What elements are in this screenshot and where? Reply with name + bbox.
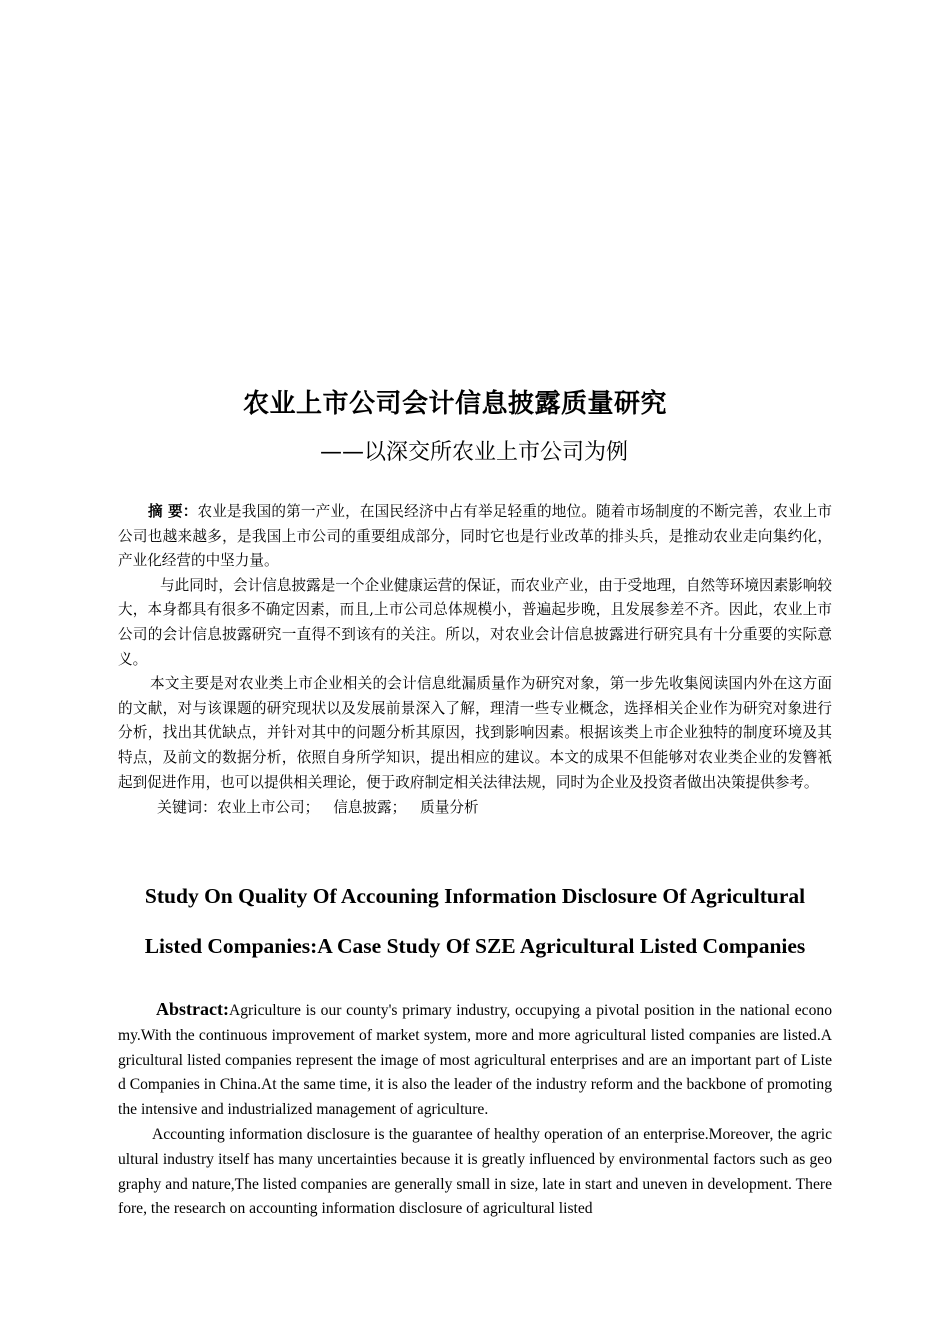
english-abstract-label: Abstract: — [156, 999, 229, 1019]
keyword-3: 质量分析 — [420, 799, 479, 817]
english-abstract-paragraph-1 — [118, 997, 832, 1123]
abstract-paragraph-1-text: 农业是我国的第一产业，在国民经济中占有举足轻重的地位。随着市场制度的不断完善，农业上市公司也越来越多，是我国上市公司的重要组成部分，同时它也是行业改革的排头兵，是推动农业走向集约化，产业化经营的中坚力量。 — [118, 503, 832, 570]
chinese-subtitle: ——以深交所农业上市公司为例 — [320, 440, 629, 465]
keywords-label: 关键词： — [157, 798, 218, 817]
english-abstract — [118, 997, 832, 1222]
abstract-paragraph-3: 本文主要是对农业类上市企业相关的会计信息纰漏质量作为研究对象，第一步先收集阅读国内外在这方面的文献，对与该课题的研究现状以及发展前景深入了解，理清一些专业概念，选择相关企业作为研究对象进行分析，找出其优缺点，并针对其中的问题分析其原因，找到影响因素。根据该类上市企业独特的制度环境及其特点，及前文的数据分析，依照自身所学知识，提出相应的建议。本文的成果不但能够对农业类企业的发簪衹起到促进作用，也可以提供相关理论，便于政府制定相关法律法规，同时为企业及投资者做出决策提供参考。 — [118, 675, 832, 791]
keywords-line — [118, 795, 832, 821]
chinese-abstract — [118, 500, 832, 821]
chinese-title: 农业上市公司会计信息披露质量研究 — [242, 389, 667, 419]
keyword-1: 农业上市公司； — [217, 799, 320, 817]
english-title-line-1: Study On Quality Of Accouning Information Disclosure Of Agricultural — [144, 884, 806, 908]
abstract-paragraph-2: 与此同时，会计信息披露是一个企业健康运营的保证，而农业产业，由于受地理，自然等环境因素影响较大，本身都具有很多不确定因素，而且,上市公司总体规模小，普遍起步晚，且发展参差不齐。因此，农业上市公司的会计信息披露研究一直得不到该有的关注。所以，对农业会计信息披露进行研究具有十分重要的实际意义。 — [118, 576, 832, 668]
english-abstract-paragraph-1-text: Agriculture is our county's primary industry, occupying a pivotal position in the national economy.With the continuous improvement of market system, more and more agricultural listed companies are listed.Agricultural listed companies represent the image of most agricultural enterprises and are an important part of Listed Companies in China.At the same time, it is also the leader of the industry reform and the backbone of promoting the intensive and industrialized management of agriculture. — [118, 1002, 832, 1119]
abstract-label: 摘 要： — [148, 503, 198, 520]
english-abstract-paragraph-2: Accounting information disclosure is the guarantee of healthy operation of an enterprise.Moreover, the agricultural industry itself has many uncertainties because it is greatly influenced by environmental factors such as geography and nature,The listed companies are generally small in size, late in start and uneven in development. Therefore, the research on accounting information disclosure of agricultural listed — [118, 1125, 832, 1218]
keyword-2: 信息披露； — [333, 799, 407, 817]
english-title-line-2: Listed Companies:A Case Study Of SZE Agricultural Listed Companies — [144, 934, 806, 958]
abstract-paragraph-1 — [118, 500, 832, 574]
